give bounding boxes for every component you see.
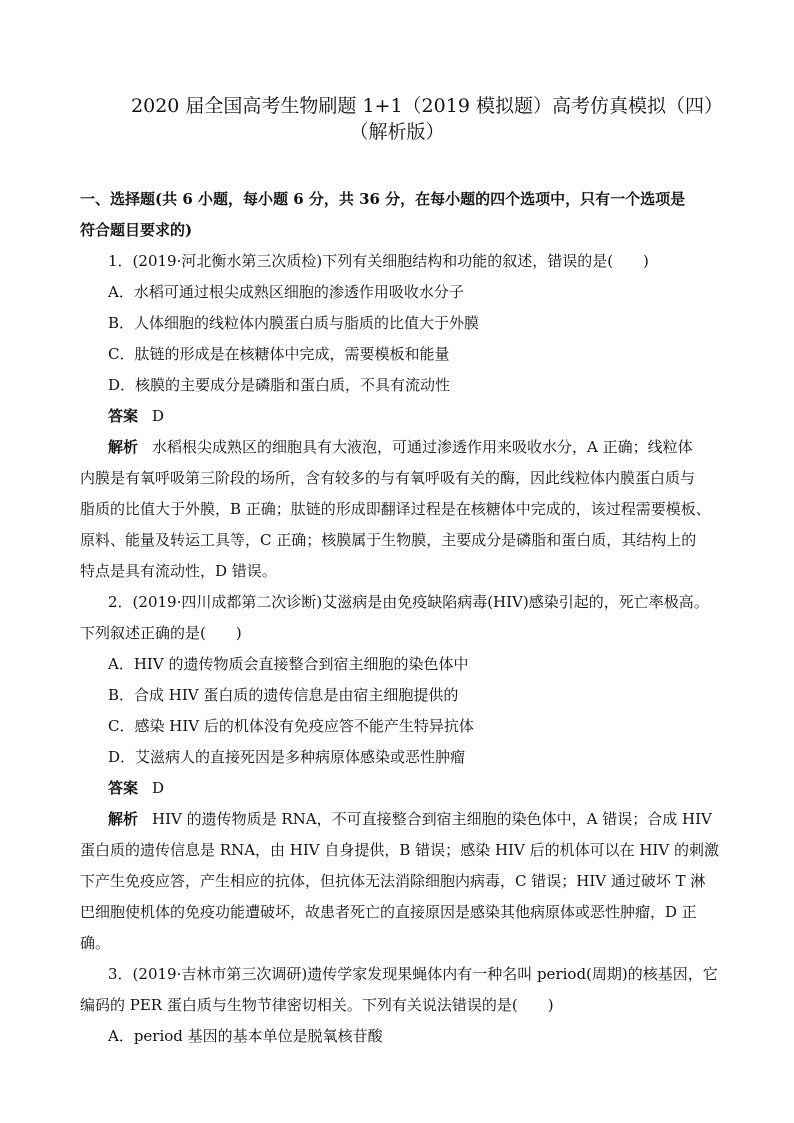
analysis-label: 解析	[108, 810, 139, 828]
question-2-analysis-line: 巴细胞使机体的免疫功能遭破坏，故患者死亡的直接原因是感染其他病原体或恶性肿瘤，D 正	[80, 903, 697, 921]
question-1-option-d: D．核膜的主要成分是磷脂和蛋白质，不具有流动性	[108, 376, 451, 394]
analysis-text: 水稻根尖成熟区的细胞具有大液泡，可通过渗透作用来吸收水分，A 正确；线粒体	[152, 438, 693, 456]
document-body	[80, 184, 728, 1052]
question-3-stem-cont: 编码的 PER 蛋白质与生物节律密切相关。下列有关说法错误的是( )	[80, 996, 554, 1014]
question-1-answer	[108, 401, 728, 432]
analysis-label: 解析	[108, 438, 139, 456]
question-1-option-c: C．肽链的形成是在核糖体中完成，需要模板和能量	[108, 345, 450, 363]
answer-label: 答案	[108, 779, 139, 797]
question-2-answer	[108, 773, 728, 804]
question-1-analysis-first	[108, 432, 728, 463]
question-2-stem: 2．(2019·四川成都第二次诊断)艾滋病是由免疫缺陷病毒(HIV)感染引起的，死亡率极高。	[108, 593, 709, 611]
question-2-analysis-line: 确。	[80, 934, 111, 952]
answer-label: 答案	[108, 407, 139, 425]
question-1-stem: 1．(2019·河北衡水第三次质检)下列有关细胞结构和功能的叙述，错误的是( )	[108, 252, 649, 270]
question-3-stem: 3．(2019·吉林市第三次调研)遗传学家发现果蝇体内有一种名叫 period(周期)的核基因，它	[108, 965, 718, 983]
question-1-analysis-line: 特点是具有流动性，D 错误。	[80, 562, 277, 580]
question-1-analysis-line: 脂质的比值大于外膜，B 正确；肽链的形成即翻译过程是在核糖体中完成的，该过程需要模板、	[80, 500, 711, 518]
answer-value: D	[152, 407, 165, 425]
question-1-option-a: A．水稻可通过根尖成熟区细胞的渗透作用吸收水分子	[108, 283, 464, 301]
section-heading-cont: 符合题目要求的)	[80, 221, 193, 239]
question-2-analysis-line: 下产生免疫应答，产生相应的抗体，但抗体无法消除细胞内病毒，C 错误；HIV 通过破坏 T 淋	[80, 872, 706, 890]
question-2-option-c: C．感染 HIV 后的机体没有免疫应答不能产生特异抗体	[108, 717, 474, 735]
question-2-option-b: B．合成 HIV 蛋白质的遗传信息是由宿主细胞提供的	[108, 686, 459, 704]
question-1-analysis-line: 原料、能量及转运工具等，C 正确；核膜属于生物膜，主要成分是磷脂和蛋白质，其结构上的	[80, 531, 697, 549]
document-subtitle	[0, 120, 794, 144]
question-1-option-b: B．人体细胞的线粒体内膜蛋白质与脂质的比值大于外膜	[108, 314, 480, 332]
question-2-option-a: A．HIV 的遗传物质会直接整合到宿主细胞的染色体中	[108, 655, 469, 673]
question-1-analysis-line: 内膜是有氧呼吸第三阶段的场所，含有较多的与有氧呼吸有关的酶，因此线粒体内膜蛋白质与	[80, 469, 696, 487]
subtitle-text: （解析版）	[349, 121, 445, 143]
question-2-analysis-first	[108, 804, 728, 835]
analysis-text: HIV 的遗传物质是 RNA，不可直接整合到宿主细胞的染色体中，A 错误；合成 HIV	[152, 810, 712, 828]
question-3-option-a: A．period 基因的基本单位是脱氧核苷酸	[108, 1027, 383, 1045]
section-heading: 一、选择题(共 6 小题，每小题 6 分，共 36 分，在每小题的四个选项中，只有一个选项是	[80, 190, 686, 208]
document-title: 2020 届全国高考生物刷题 1+1（2019 模拟题）高考仿真模拟（四）	[131, 95, 723, 117]
question-2-analysis-line: 蛋白质的遗传信息是 RNA，由 HIV 自身提供，B 错误；感染 HIV 后的机体可以在 HIV 的刺激	[80, 841, 719, 859]
answer-value: D	[152, 779, 165, 797]
question-2-stem-cont: 下列叙述正确的是( )	[80, 624, 242, 642]
question-2-option-d: D．艾滋病人的直接死因是多种病原体感染或恶性肿瘤	[108, 748, 466, 766]
